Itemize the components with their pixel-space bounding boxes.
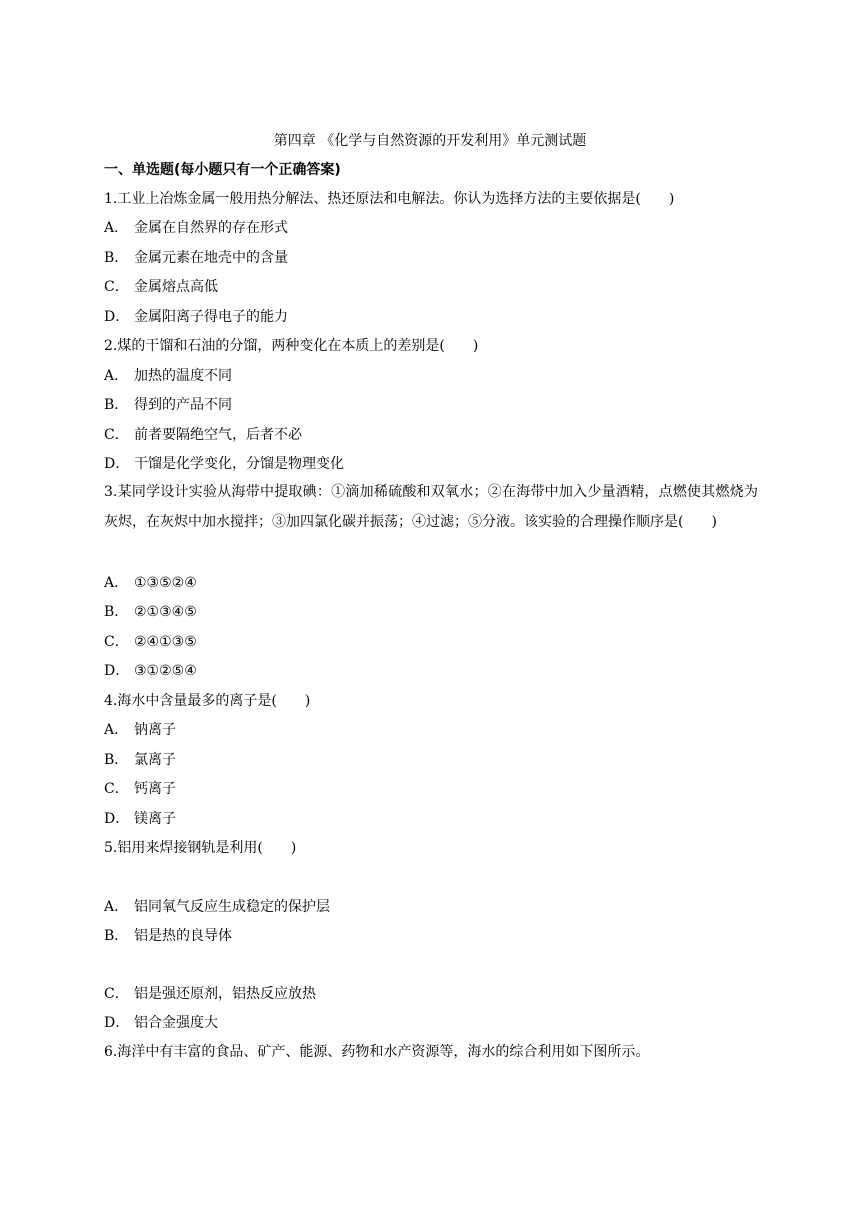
option-letter: C． (104, 781, 129, 797)
question-4-option-b[interactable] (104, 750, 758, 770)
question-4-option-d[interactable] (104, 809, 758, 829)
option-text: 钙离子 (134, 781, 176, 797)
option-text: 金属阳离子得电子的能力 (134, 309, 288, 325)
question-1-option-d[interactable] (104, 307, 758, 327)
question-2-option-b[interactable] (104, 395, 758, 415)
question-1-stem: 1.工业上冶炼金属一般用热分解法、热还原法和电解法。你认为选择方法的主要依据是( ) (104, 191, 675, 207)
option-text: ②①③④⑤ (134, 604, 197, 620)
option-text: 钠离子 (134, 722, 176, 738)
option-letter: C． (104, 279, 129, 295)
option-letter: D． (104, 663, 130, 679)
option-text: 加热的温度不同 (134, 368, 232, 384)
question-2-option-d[interactable] (104, 454, 758, 474)
option-text: 金属在自然界的存在形式 (134, 220, 288, 236)
option-text: ③①②⑤④ (134, 663, 197, 679)
option-letter: B． (104, 250, 129, 266)
option-text: 得到的产品不同 (134, 397, 232, 413)
option-text: 氯离子 (134, 752, 176, 768)
option-text: 铝是强还原剂，铝热反应放热 (134, 986, 316, 1002)
question-5-option-d[interactable] (104, 1013, 758, 1033)
option-letter: D． (104, 456, 130, 472)
option-letter: B． (104, 397, 129, 413)
option-letter: B． (104, 752, 129, 768)
option-text: 干馏是化学变化，分馏是物理变化 (134, 456, 344, 472)
question-4-option-a[interactable] (104, 720, 758, 740)
question-2-option-a[interactable] (104, 366, 758, 386)
question-1-option-a[interactable] (104, 218, 758, 238)
question-3-stem: 3.某同学设计实验从海带中提取碘：①滴加稀硫酸和双氧水；②在海带中加入少量酒精，点燃使其燃烧为灰烬，在灰烬中加水搅拌；③加四氯化碳并振荡；④过滤；⑤分液。该实验的合理操作顺序是( ) (104, 484, 758, 530)
question-6-stem: 6.海洋中有丰富的食品、矿产、能源、药物和水产资源等，海水的综合利用如下图所示。 (104, 1044, 650, 1060)
option-letter: C． (104, 986, 129, 1002)
question-1-option-c[interactable] (104, 277, 758, 297)
option-letter: A． (104, 220, 129, 236)
option-text: 镁离子 (134, 811, 176, 827)
option-text: 铝是热的良导体 (134, 928, 232, 944)
option-text: 铝同氧气反应生成稳定的保护层 (134, 899, 330, 915)
option-letter: A． (104, 899, 129, 915)
option-letter: A． (104, 575, 129, 591)
question-2-option-c[interactable] (104, 425, 758, 445)
question-5-option-b[interactable] (104, 926, 758, 946)
option-letter: D． (104, 811, 130, 827)
option-letter: C． (104, 634, 129, 650)
question-3-option-c[interactable] (104, 632, 758, 652)
option-letter: C． (104, 427, 129, 443)
question-3-option-b[interactable] (104, 602, 758, 622)
option-letter: D． (104, 309, 130, 325)
question-5-option-a[interactable] (104, 897, 758, 917)
option-text: ①③⑤②④ (134, 575, 197, 591)
question-1-option-b[interactable] (104, 248, 758, 268)
option-text: 金属元素在地壳中的含量 (134, 250, 288, 266)
question-3-option-a[interactable] (104, 573, 758, 593)
question-2-stem: 2.煤的干馏和石油的分馏，两种变化在本质上的差别是( ) (104, 338, 479, 354)
option-text: ②④①③⑤ (134, 634, 197, 650)
option-letter: D． (104, 1015, 130, 1031)
document-title: 第四章 《化学与自然资源的开发利用》单元测试题 (273, 133, 587, 149)
section-heading: 一、单选题(每小题只有一个正确答案) (104, 162, 341, 178)
question-4-stem: 4.海水中含量最多的离子是( ) (104, 693, 311, 709)
option-text: 金属熔点高低 (134, 279, 218, 295)
option-letter: A． (104, 722, 129, 738)
option-letter: B． (104, 604, 129, 620)
question-4-option-c[interactable] (104, 779, 758, 799)
question-5-stem: 5.铝用来焊接钢轨是利用( ) (104, 840, 297, 856)
option-text: 铝合金强度大 (134, 1015, 218, 1031)
option-text: 前者要隔绝空气，后者不必 (134, 427, 302, 443)
option-letter: A． (104, 368, 129, 384)
question-5-option-c[interactable] (104, 984, 758, 1004)
option-letter: B． (104, 928, 129, 944)
question-3-option-d[interactable] (104, 661, 758, 681)
